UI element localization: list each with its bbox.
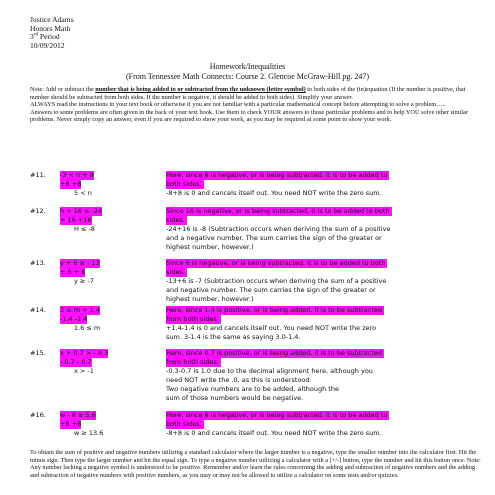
explanation-line: -13+6 is -7 (Subtraction occurs when deriving the sum of a positive <box>166 277 387 285</box>
work-line2: -1.4 -1.4 <box>60 315 88 323</box>
explanation-line: -24+16 is -8 (Subtraction occurs when deriving the sum of a positive <box>166 225 391 233</box>
work-line3: 1.6 ≤ m <box>74 324 101 332</box>
explanation-line: Here, since 8 is negative, or is being subtracted, it is to be added to <box>166 411 388 419</box>
explanation-line: sides. <box>166 268 185 276</box>
work-line2: +8 +8 <box>60 420 82 428</box>
explanation-line: sides. <box>166 216 185 224</box>
explanation-line: Two negative numbers are to be added, although the <box>166 385 339 393</box>
explanation-line: sum of those numbers would be negative. <box>166 394 304 402</box>
explanation-line: -8+8 is 0 and cancels itself out. You need NOT write the zero sum. <box>166 429 382 437</box>
problem-number: #15. <box>30 349 46 357</box>
explanation-line: from both sides. <box>166 315 219 323</box>
work-line1: 3 ≤ m + 1.4 <box>60 306 100 314</box>
date: 10/09/2012 <box>30 40 65 50</box>
work-line1: y + 6 ≥ - 13 <box>60 259 100 267</box>
calculator-note: To obtain the sum of positive and negative numbers utilizing a standard calculator where the larger number is a negative, type the smaller number into the calculator first. Hit the minus sign. Then type the larger number and hit the equal sign. To type a negative number utilizing a calculator with a [+/-] button, type the number and hit this button once. Note: Any number lacking a negative symbol is understood to be positive. Remember and/or learn the rules concerning the adding and subtraction of negative numbers and the adding and subtraction of negative numbers with positive numbers, as you may or may not be allowed to utilize a calculator on some tests and/or quizzes. <box>30 449 481 479</box>
work-line3: H ≤ -8 <box>74 225 95 233</box>
explanation-line: +1.4-1.4 is 0 and cancels itself out. You need NOT write the zero <box>166 324 377 332</box>
explanation-line: Here, since 8 is negative, or is being subtracted, it is to be added to <box>166 171 388 179</box>
explanation-line: and a negative number. The sum carries the sign of the greater or <box>166 234 382 242</box>
explanation-line: Here, since 1.4 is positive, or is being added, it is to be subtracted <box>166 306 383 314</box>
note-paragraph-3: Answers to some problems are often given in the back of your text book. Use them to check YOUR answers to those particular problems and to help YOU solve other similar problems. Never simply copy an answer, even if you are required to show your work, as you may be required at some point to show your work. <box>30 108 468 124</box>
period: 3rd Period <box>30 32 60 42</box>
explanation-line: Since 16 is negative, or is being subtracted, it is to be added to both <box>166 207 390 215</box>
work-line3: y ≥ -7 <box>74 277 94 285</box>
explanation-line: sum. 3-1.4 is the same as saying 3.0-1.4. <box>166 333 301 341</box>
problem-number: #11. <box>30 171 46 179</box>
explanation-line: and negative number. The sum carries the sign of the greater or <box>166 286 376 294</box>
problem-number: #12. <box>30 207 46 215</box>
explanation-line: both sides. <box>166 420 202 428</box>
explanation-line: Since 6 is negative, or is being subtracted, it is to be added to both <box>166 259 386 267</box>
note-paragraph-1: Note: Add or subtract the number that is being added to or subtracted from the unknown (letter symbol) to both sides of the (in)equation (If the number is positive, that number should be subtracted from both sides. If the number is negative, it should be added to both sides). Simplify your answer. <box>30 86 466 101</box>
work-line1: h + 16 ≤ -24 <box>60 207 103 215</box>
explanation-line: need NOT write the .0, as this is understood. <box>166 376 312 384</box>
work-line1: -3 < n + 8 <box>60 171 94 179</box>
explanation <box>166 259 486 304</box>
work-line2: - 0.7 - 0.7 <box>60 358 92 366</box>
student-header <box>30 16 74 50</box>
title-line-1: Homework/Inequalities <box>209 62 286 71</box>
explanation <box>166 411 486 438</box>
explanation <box>166 171 486 198</box>
work-line1: x + 0.7 > - 0.3 <box>60 349 109 357</box>
work-line1: w - 8 ≥ 5.6 <box>60 411 96 419</box>
explanation-line: -8+8 is 0 and cancels itself out. You need NOT write the zero sum. <box>166 189 382 197</box>
title-line-2: (From Tennessee Math Connects: Course 2. Glencoe McGraw-Hill pg. 247) <box>125 71 370 81</box>
class-name: Honors Math <box>30 23 71 33</box>
explanation <box>166 207 486 252</box>
work-line2: + 6 + 6 <box>60 268 86 276</box>
explanation <box>166 306 486 342</box>
explanation-line: highest number, however.) <box>166 295 254 303</box>
problem-number: #13. <box>30 259 46 267</box>
explanation-line: -0.3-0.7 is 1.0 due to the decimal alignment here, although you <box>166 367 373 375</box>
work-line3: x > -1 <box>74 367 94 375</box>
work-line2: + 16 +16 <box>60 216 92 224</box>
explanation-line: highest number, however.) <box>166 243 254 251</box>
note-paragraph-2: ALWAYS read the instructions in your text book or otherwise if you are not familiar with a particular mathematical concept before attempting to solve a problem….. <box>30 101 446 109</box>
problem-number: #16. <box>30 411 46 419</box>
explanation-line: from both sides. <box>166 358 219 366</box>
explanation-line: Here, since 0.7 is positive, or is being added, it is to be subtracted <box>166 349 383 357</box>
document-title <box>0 62 495 81</box>
work-line3: w ≥ 13.6 <box>74 429 104 437</box>
instructions-note <box>30 86 480 124</box>
student-name: Justice Adams <box>30 15 74 24</box>
work-line3: 5 < n <box>74 189 92 197</box>
explanation-line: both sides. <box>166 180 202 188</box>
problem-number: #14. <box>30 306 46 314</box>
explanation <box>166 349 486 403</box>
work-line2: +8 +8 <box>60 180 82 188</box>
